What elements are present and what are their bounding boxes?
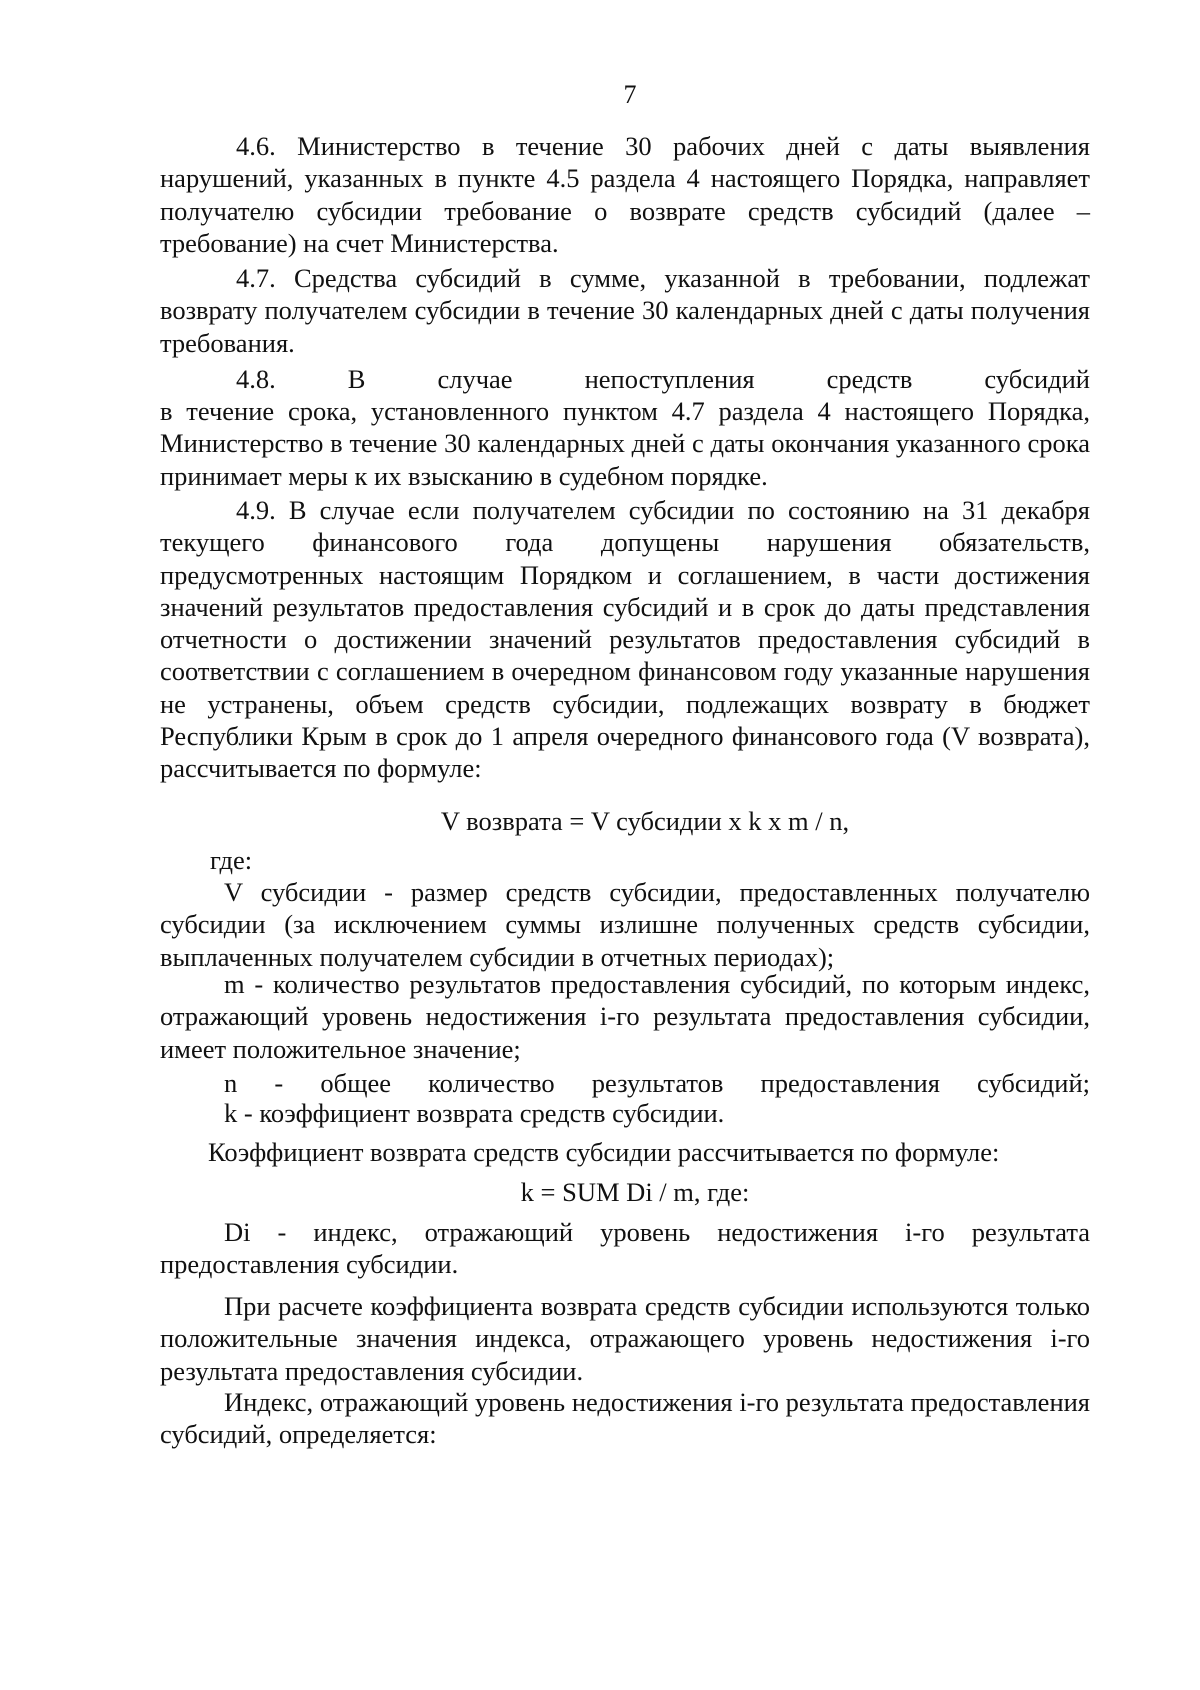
definition-di: Di - индекс, отражающий уровень недостижения i-го результата предоставления субсидии. bbox=[160, 1217, 1090, 1280]
definition-k: k - коэффициент возврата средств субсидии. bbox=[224, 1098, 725, 1128]
definition-v-subsidy: V субсидии - размер средств субсидии, предоставленных получателю субсидии (за исключением суммы излишне полученных средств субсидии, выплаченных получателем субсидии в отчетных периодах); bbox=[160, 877, 1090, 972]
index-definition: Индекс, отражающий уровень недостижения i-го результата предоставления субсидий, определяется: bbox=[160, 1387, 1090, 1450]
paragraph-4-7: 4.7. Средства субсидий в сумме, указанной в требовании, подлежат возврату получателем субсидии в течение 30 календарных дней с даты получения требования. bbox=[160, 263, 1090, 358]
coefficient-intro: Коэффициент возврата средств субсидии рассчитывается по формуле: bbox=[208, 1137, 1000, 1167]
definition-m: m - количество результатов предоставления субсидий, по которым индекс, отражающий уровень недостижения i-го результата предоставления субсидии, имеет положительное значение; bbox=[160, 969, 1090, 1064]
page-number: 7 bbox=[623, 80, 637, 109]
paragraph-4-6: 4.6. Министерство в течение 30 рабочих дней с даты выявления нарушений, указанных в пункте 4.5 раздела 4 настоящего Порядка, направляет получателю субсидии требование о возврате средств субсидий (далее – требование) на счет Министерства. bbox=[160, 131, 1090, 258]
paragraph-4-9: 4.9. В случае если получателем субсидии по состоянию на 31 декабря текущего финансового года допущены нарушения обязательств, предусмотренных настоящим Порядком и соглашением, в части достижения значений результатов предоставления субсидий и в срок до даты представления отчетности о достижении значений результатов предоставления субсидий в соответствии с соглашением в очередном финансовом году указанные нарушения не устранены, объем средств субсидии, подлежащих возврату в бюджет Республики Крым в срок до 1 апреля очередного финансового года (V возврата), рассчитывается по формуле: bbox=[160, 495, 1090, 784]
formula-k: k = SUM Di / m, где: bbox=[520, 1177, 750, 1207]
definition-n: n - общее количество результатов предоставления субсидий; bbox=[224, 1068, 1090, 1098]
paragraph-4-8: в течение срока, установленного пунктом 4.7 раздела 4 настоящего Порядка, Министерство в течение 30 календарных дней с даты окончания указанного срока принимает меры к их взысканию в судебном порядке. bbox=[160, 396, 1090, 491]
paragraph-4-8-first-line: 4.8. В случае непоступления средств субсидий bbox=[236, 364, 1090, 394]
calculation-note: При расчете коэффициента возврата средств субсидии используются только положительные значения индекса, отражающего уровень недостижения i-го результата предоставления субсидии. bbox=[160, 1291, 1090, 1386]
where-label: где: bbox=[210, 845, 253, 875]
formula-v-return: V возврата = V субсидии х k х m / n, bbox=[440, 806, 850, 836]
